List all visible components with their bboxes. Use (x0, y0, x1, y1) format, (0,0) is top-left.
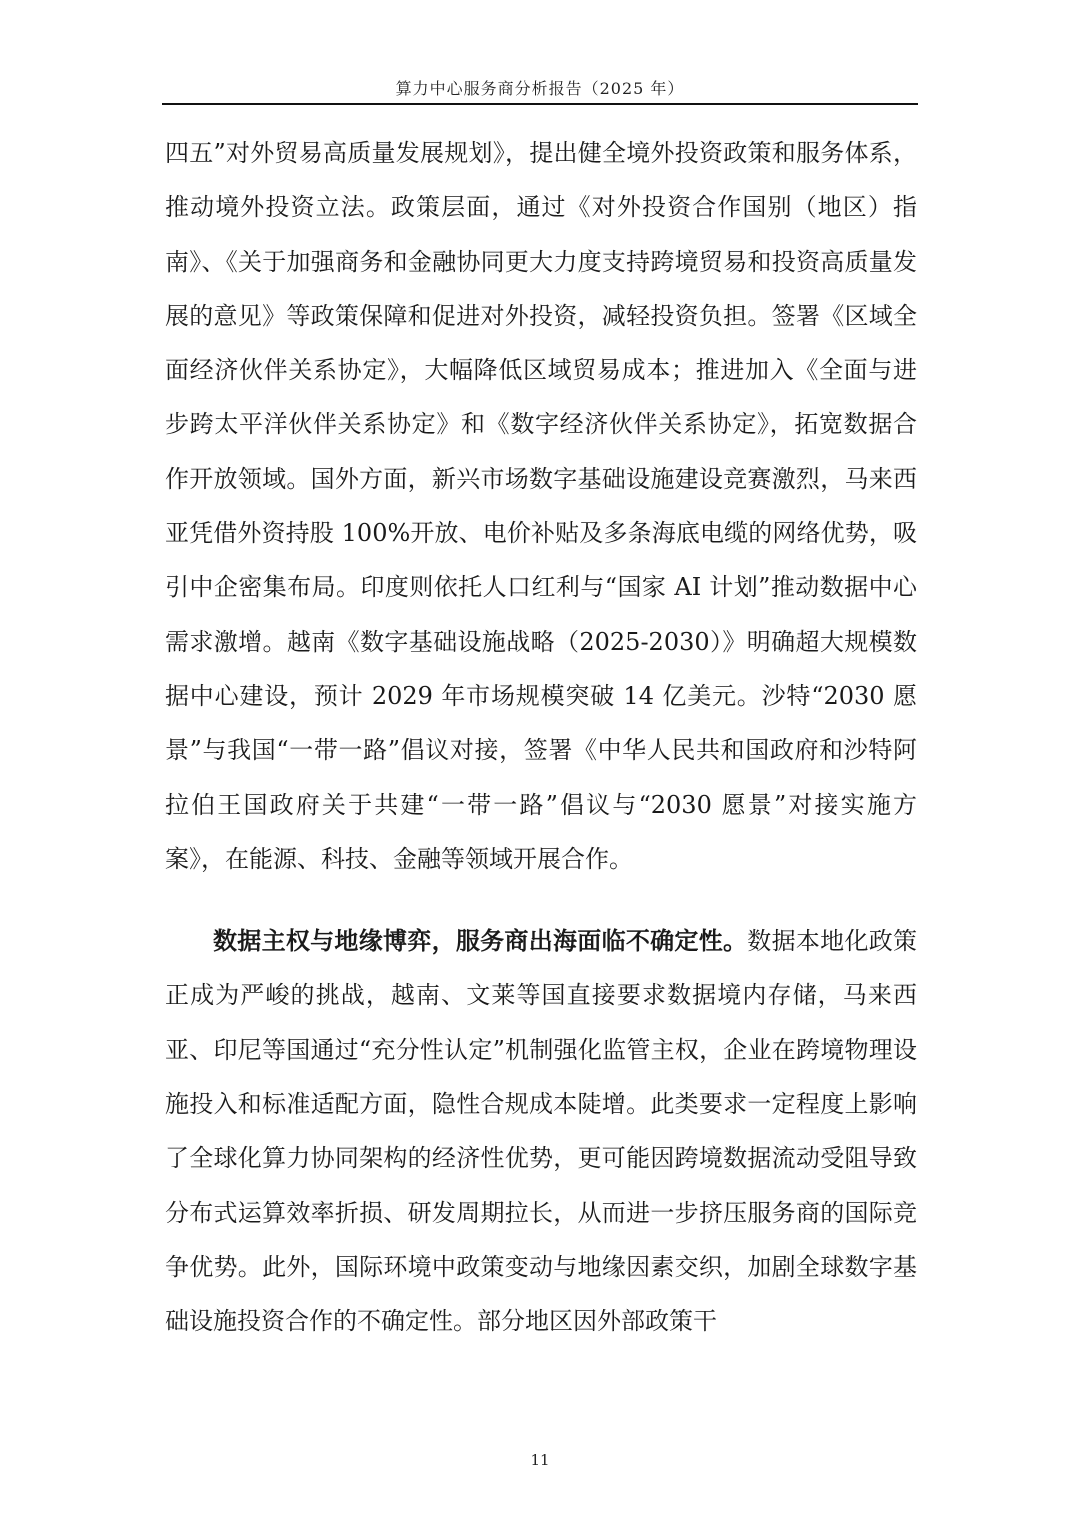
paragraph-2 (165, 914, 917, 1348)
header-rule (162, 103, 918, 105)
paragraph-1 (165, 126, 917, 886)
running-header: 算力中心服务商分析报告（2025 年） (395, 79, 685, 98)
paragraph-1-text: 四五”对外贸易高质量发展规划》，提出健全境外投资政策和服务体系，推动境外投资立法。政策层面，通过《对外投资合作国别（地区）指南》、《关于加强商务和金融协同更大力度支持跨境贸易和投资高质量发展的意见》等政策保障和促进对外投资，减轻投资负担。签署《区域全面经济伙伴关系协定》，大幅降低区域贸易成本；推进加入《全面与进步跨太平洋伙伴关系协定》和《数字经济伙伴关系协定》，拓宽数据合作开放领域。国外方面，新兴市场数字基础设施建设竞赛激烈，马来西亚凭借外资持股 100%开放、电价补贴及多条海底电缆的网络优势，吸引中企密集布局。印度则依托人口红利与“国家 AI 计划”推动数据中心需求激增。越南《数字基础设施战略（2025-2030）》明确超大规模数据中心建设，预计 2029 年市场规模突破 14 亿美元。沙特“2030 愿景”与我国“一带一路”倡议对接，签署《中华人民共和国政府和沙特阿拉伯王国政府关于共建“一带一路”倡议与“2030 愿景”对接实施方案》，在能源、科技、金融等领域开展合作。 (165, 139, 917, 873)
body-text (165, 126, 917, 1349)
paragraph-2-lead: 数据主权与地缘博弈，服务商出海面临不确定性。 (213, 927, 748, 956)
page-number: 11 (530, 1451, 550, 1469)
paragraph-2-text: 数据本地化政策正成为严峻的挑战，越南、文莱等国直接要求数据境内存储，马来西亚、印尼等国通过“充分性认定”机制强化监管主权，企业在跨境物理设施投入和标准适配方面，隐性合规成本陡增。此类要求一定程度上影响了全球化算力协同架构的经济性优势，更可能因跨境数据流动受阻导致分布式运算效率折损、研发周期拉长，从而进一步挤压服务商的国际竞争优势。此外，国际环境中政策变动与地缘因素交织，加剧全球数字基础设施投资合作的不确定性。部分地区因外部政策干 (165, 927, 918, 1336)
